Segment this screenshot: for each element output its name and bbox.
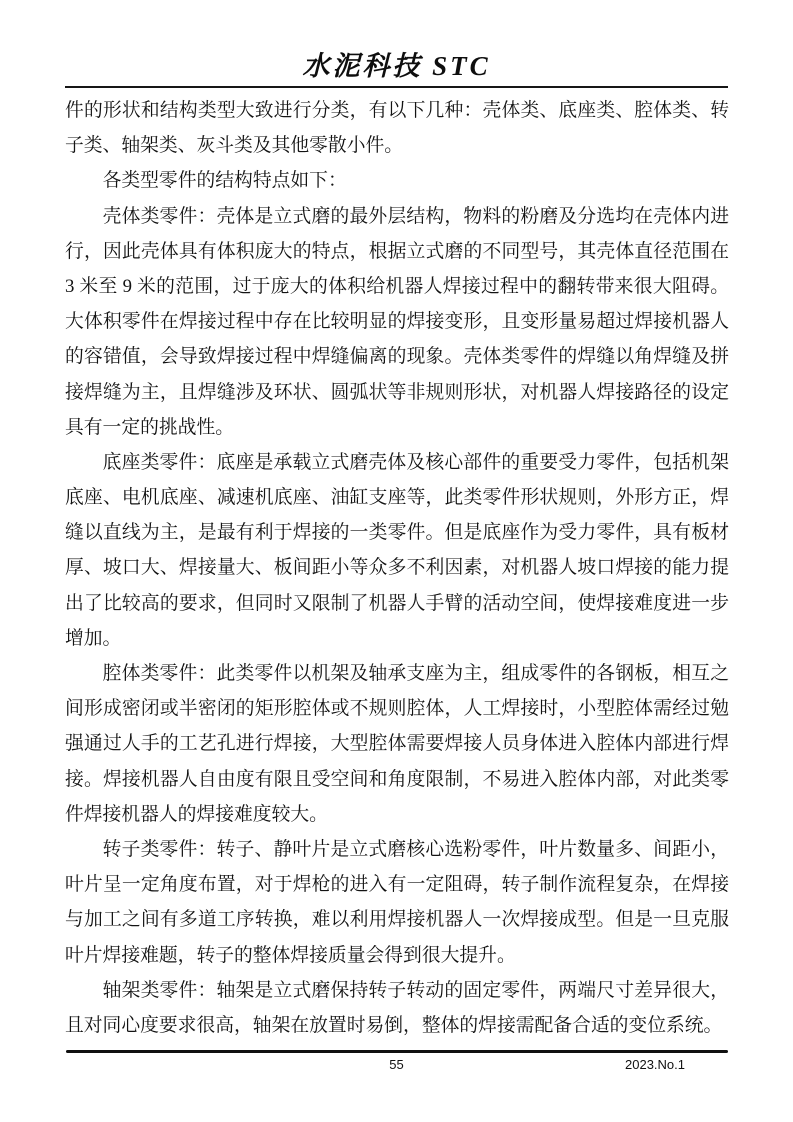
article-body [65,93,729,1043]
journal-title: 水泥科技 STC [302,51,491,81]
text-line: 轴架类零件：轴架是立式磨保持转子转动的固定零件，两端尺寸差异很大， [102,979,729,1001]
text-line: 行，因此壳体具有体积庞大的特点，根据立式磨的不同型号，其壳体直径范围在 [65,240,729,262]
issue-number: 2023.No.1 [625,1057,685,1072]
text-line: 且对同心度要求很高，轴架在放置时易倒，整体的焊接需配备合适的变位系统。 [65,1014,723,1036]
text-line: 腔体类零件：此类零件以机架及轴承支座为主，组成零件的各钢板，相互之 [102,663,729,684]
text-line: 具有一定的挑战性。 [65,416,235,438]
text-line: 底座、电机底座、减速机底座、油缸支座等，此类零件形状规则，外形方正，焊 [65,487,729,509]
text-line: 出了比较高的要求，但同时又限制了机器人手臂的活动空间，使焊接难度进一步 [65,592,729,614]
text-line: 接。焊接机器人自由度有限且受空间和角度限制，不易进入腔体内部，对此类零 [65,768,729,790]
page-number: 55 [389,1057,404,1072]
text-line: 与加工之间有多道工序转换，难以利用焊接机器人一次焊接成型。但是一旦克服 [65,909,729,931]
text-line: 叶片焊接难题，转子的整体焊接质量会得到很大提升。 [65,944,516,966]
footer-rule [66,1050,728,1053]
text-line: 件的形状和结构类型大致进行分类，有以下几种：壳体类、底座类、腔体类、转 [65,100,729,121]
text-line: 各类型零件的结构特点如下： [102,170,347,192]
text-line: 缝以直线为主，是最有利于焊接的一类零件。但是底座作为受力零件，具有板材 [65,522,729,544]
text-line: 子类、轴架类、灰斗类及其他零散小件。 [65,135,404,157]
text-line: 3 米至 9 米的范围，过于庞大的体积给机器人焊接过程中的翻转带来很大阻碍。 [65,275,729,297]
text-line: 间形成密闭或半密闭的矩形腔体或不规则腔体，人工焊接时，小型腔体需经过勉 [65,698,729,720]
text-line: 接焊缝为主，且焊缝涉及环状、圆弧状等非规则形状，对机器人焊接路径的设定 [65,381,729,403]
text-line: 件焊接机器人的焊接难度较大。 [65,803,328,825]
text-line: 壳体类零件：壳体是立式磨的最外层结构，物料的粉磨及分选均在壳体内进 [102,205,729,227]
text-line: 增加。 [65,627,122,649]
text-line: 厚、坡口大、焊接量大、板间距小等众多不利因素，对机器人坡口焊接的能力提 [65,557,729,579]
header-rule [65,86,728,88]
text-line: 底座类零件：底座是承载立式磨壳体及核心部件的重要受力零件，包括机架 [102,451,729,473]
text-line: 大体积零件在焊接过程中存在比较明显的焊接变形，且变形量易超过焊接机器人 [65,311,729,333]
text-line: 叶片呈一定角度布置，对于焊枪的进入有一定阻碍，转子制作流程复杂，在焊接 [65,874,729,896]
text-line: 转子类零件：转子、静叶片是立式磨核心选粉零件，叶片数量多、间距小， [102,838,729,860]
text-line: 的容错值，会导致焊接过程中焊缝偏离的现象。壳体类零件的焊缝以角焊缝及拼 [65,346,729,368]
text-line: 强通过人手的工艺孔进行焊接，大型腔体需要焊接人员身体进入腔体内部进行焊 [65,733,729,755]
